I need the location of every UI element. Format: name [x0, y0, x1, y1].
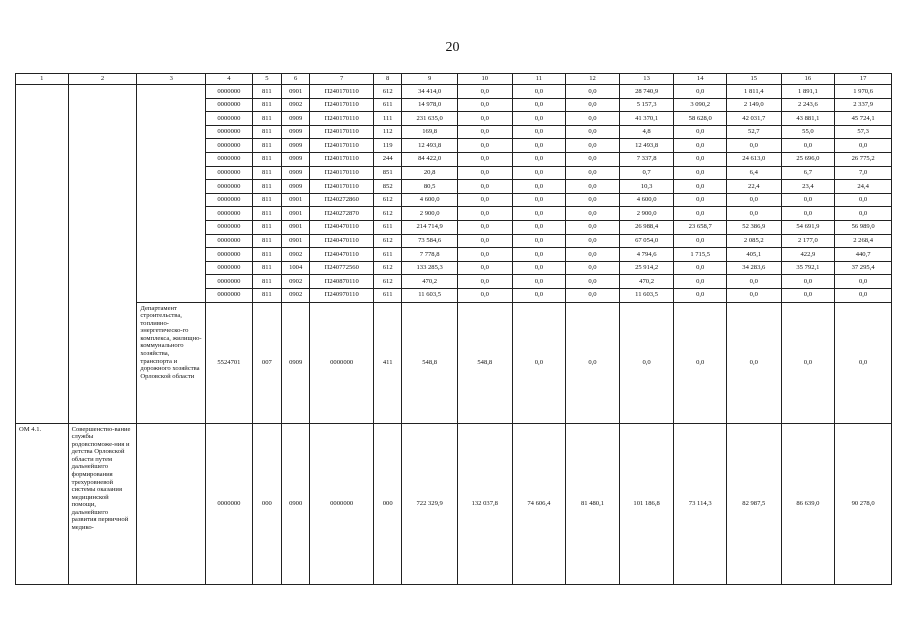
- table-cell: 14 978,0: [402, 98, 458, 112]
- table-cell: 25 696,0: [781, 152, 835, 166]
- table-cell: 73 114,3: [674, 423, 727, 584]
- table-cell: 5 157,3: [619, 98, 674, 112]
- table-cell: 0,0: [512, 166, 566, 180]
- table-cell: 24,4: [835, 180, 892, 194]
- column-header: 15: [727, 74, 782, 85]
- table-cell: 0,0: [727, 288, 782, 302]
- table-cell: 0902: [282, 288, 310, 302]
- table-cell: 0909: [282, 112, 310, 126]
- table-cell: 0,0: [674, 193, 727, 207]
- table-cell: 35 792,1: [781, 261, 835, 275]
- table-cell: 12 493,8: [402, 139, 458, 153]
- table-cell: 55,0: [781, 125, 835, 139]
- table-cell: 2 900,0: [402, 207, 458, 221]
- table-cell: 119: [374, 139, 402, 153]
- table-cell: 111: [374, 112, 402, 126]
- table-cell: П240170110: [310, 139, 374, 153]
- table-cell: П240772560: [310, 261, 374, 275]
- table-cell: 2 085,2: [727, 234, 782, 248]
- column-header: 9: [402, 74, 458, 85]
- table-cell: 0,0: [512, 125, 566, 139]
- table-cell: 0000000: [206, 193, 253, 207]
- table-cell: 0909: [282, 152, 310, 166]
- table-cell: 0,0: [781, 139, 835, 153]
- table-cell: 0,0: [457, 234, 512, 248]
- table-cell: 0,0: [566, 139, 620, 153]
- table-cell: 7 337,8: [619, 152, 674, 166]
- table-cell: 11 603,5: [619, 288, 674, 302]
- table-cell: 0,0: [512, 112, 566, 126]
- table-cell: 7 778,8: [402, 248, 458, 262]
- department-row: [16, 302, 892, 423]
- table-cell: 0,0: [674, 288, 727, 302]
- table-cell: 0,0: [457, 207, 512, 221]
- table-cell: 0,0: [457, 248, 512, 262]
- table-cell: 26 988,4: [619, 220, 674, 234]
- table-cell: 0901: [282, 234, 310, 248]
- table-cell: 112: [374, 125, 402, 139]
- table-cell: 41 370,1: [619, 112, 674, 126]
- table-cell: 811: [252, 166, 281, 180]
- table-cell: 0,0: [674, 302, 727, 423]
- table-cell: 0909: [282, 139, 310, 153]
- table-cell: 0,0: [512, 261, 566, 275]
- column-header: 6: [282, 74, 310, 85]
- table-cell: 0,0: [457, 180, 512, 194]
- table-cell: 1 715,5: [674, 248, 727, 262]
- table-cell: 90 278,0: [835, 423, 892, 584]
- table-cell: 25 914,2: [619, 261, 674, 275]
- table-cell: 0,0: [566, 234, 620, 248]
- table-cell: П240470110: [310, 248, 374, 262]
- activity-code: ОМ 4.1.: [16, 423, 69, 584]
- table-cell: 2 337,9: [835, 98, 892, 112]
- table-cell: 73 584,6: [402, 234, 458, 248]
- table-cell: 611: [374, 98, 402, 112]
- table-cell: 0,0: [566, 180, 620, 194]
- table-cell: 0,0: [674, 166, 727, 180]
- table-cell: 0,0: [457, 112, 512, 126]
- table-cell: П240470110: [310, 234, 374, 248]
- table-cell: 0,0: [781, 193, 835, 207]
- table-cell: 0000000: [206, 220, 253, 234]
- table-cell: 84 422,0: [402, 152, 458, 166]
- column-header: 8: [374, 74, 402, 85]
- table-cell: 000: [374, 423, 402, 584]
- table-cell: 852: [374, 180, 402, 194]
- table-cell: 0000000: [206, 234, 253, 248]
- table-cell: 6,4: [727, 166, 782, 180]
- table-cell: 811: [252, 85, 281, 99]
- table-cell: 54 691,9: [781, 220, 835, 234]
- table-cell: 0000000: [310, 423, 374, 584]
- table-cell: 57,3: [835, 125, 892, 139]
- table-cell: 1 811,4: [727, 85, 782, 99]
- table-cell: 86 639,0: [781, 423, 835, 584]
- table-cell: 0,0: [566, 98, 620, 112]
- budget-table: [15, 73, 892, 585]
- table-cell: 0,0: [512, 288, 566, 302]
- table-cell: 0,0: [457, 275, 512, 289]
- table-cell: 0,0: [512, 152, 566, 166]
- table-cell: П240170110: [310, 125, 374, 139]
- table-cell: 0,0: [457, 193, 512, 207]
- table-cell: 811: [252, 275, 281, 289]
- column-header: 14: [674, 74, 727, 85]
- table-cell: 0,0: [566, 288, 620, 302]
- table-cell: 0000000: [206, 261, 253, 275]
- table-cell: 811: [252, 234, 281, 248]
- table-cell: 26 775,2: [835, 152, 892, 166]
- table-cell: 611: [374, 248, 402, 262]
- table-cell: 0000000: [206, 139, 253, 153]
- table-cell: 548,8: [402, 302, 458, 423]
- table-cell: 0,0: [512, 234, 566, 248]
- column-header: 7: [310, 74, 374, 85]
- table-cell: 0,0: [512, 275, 566, 289]
- table-cell: 34 414,0: [402, 85, 458, 99]
- table-cell: 0,0: [566, 248, 620, 262]
- merged-empty-cell: [68, 85, 137, 424]
- table-cell: 611: [374, 288, 402, 302]
- table-cell: 0,0: [566, 302, 620, 423]
- table-cell: 0909: [282, 125, 310, 139]
- table-cell: 0,0: [457, 139, 512, 153]
- table-cell: 612: [374, 207, 402, 221]
- table-cell: 0,0: [727, 139, 782, 153]
- table-cell: 0909: [282, 180, 310, 194]
- table-cell: 0000000: [206, 423, 253, 584]
- table-cell: 0,0: [781, 275, 835, 289]
- table-cell: 0,0: [512, 139, 566, 153]
- table-cell: 0,0: [566, 152, 620, 166]
- table-cell: 0,0: [835, 302, 892, 423]
- table-cell: 612: [374, 193, 402, 207]
- table-cell: 0,0: [457, 152, 512, 166]
- page-number: 20: [445, 40, 460, 55]
- table-cell: 7,0: [835, 166, 892, 180]
- table-cell: 811: [252, 98, 281, 112]
- table-cell: 10,3: [619, 180, 674, 194]
- table-cell: 811: [252, 112, 281, 126]
- table-cell: П240170110: [310, 180, 374, 194]
- table-cell: 2 177,0: [781, 234, 835, 248]
- table-cell: 0,0: [674, 261, 727, 275]
- table-cell: 0000000: [206, 125, 253, 139]
- table-cell: П240970110: [310, 288, 374, 302]
- table-cell: 0,0: [566, 125, 620, 139]
- table-cell: 0,0: [512, 207, 566, 221]
- table-cell: П240170110: [310, 112, 374, 126]
- table-cell: 612: [374, 275, 402, 289]
- table-cell: 0902: [282, 275, 310, 289]
- table-cell: 0901: [282, 85, 310, 99]
- table-cell: 80,5: [402, 180, 458, 194]
- table-cell: 0,0: [457, 288, 512, 302]
- column-header: 12: [566, 74, 620, 85]
- table-cell: 0,0: [566, 261, 620, 275]
- table-cell: 440,7: [835, 248, 892, 262]
- table-cell: 45 724,1: [835, 112, 892, 126]
- table-cell: 0,0: [781, 288, 835, 302]
- table-cell: 0000000: [206, 207, 253, 221]
- table-cell: 1 970,6: [835, 85, 892, 99]
- table-body: [16, 74, 892, 585]
- table-cell: 43 881,1: [781, 112, 835, 126]
- table-cell: 0,0: [566, 85, 620, 99]
- table-cell: 611: [374, 220, 402, 234]
- table-cell: 101 186,8: [619, 423, 674, 584]
- table-cell: 722 329,9: [402, 423, 458, 584]
- table-cell: 0,0: [674, 152, 727, 166]
- table-cell: 20,8: [402, 166, 458, 180]
- table-cell: 0,0: [781, 302, 835, 423]
- table-cell: 007: [252, 302, 281, 423]
- table-cell: 0,0: [674, 125, 727, 139]
- table-cell: 0900: [282, 423, 310, 584]
- table-cell: 56 989,0: [835, 220, 892, 234]
- table-cell: 811: [252, 288, 281, 302]
- column-header: 2: [68, 74, 137, 85]
- table-cell: 0901: [282, 193, 310, 207]
- table-cell: 0,0: [566, 220, 620, 234]
- table-cell: 0,0: [835, 207, 892, 221]
- table-cell: 231 635,0: [402, 112, 458, 126]
- table-cell: 169,8: [402, 125, 458, 139]
- table-cell: 2 243,6: [781, 98, 835, 112]
- column-header: 11: [512, 74, 566, 85]
- column-header: 13: [619, 74, 674, 85]
- table-cell: П240870110: [310, 275, 374, 289]
- table-cell: 12 493,8: [619, 139, 674, 153]
- table-cell: 0000000: [206, 152, 253, 166]
- table-cell: 811: [252, 152, 281, 166]
- table-cell: 82 987,5: [727, 423, 782, 584]
- table-cell: 811: [252, 193, 281, 207]
- table-cell: 0,0: [566, 166, 620, 180]
- table-cell: 24 613,0: [727, 152, 782, 166]
- table-cell: 2 149,0: [727, 98, 782, 112]
- table-cell: 37 295,4: [835, 261, 892, 275]
- table-cell: 612: [374, 85, 402, 99]
- table-cell: 0,0: [727, 275, 782, 289]
- table-cell: 4 600,0: [402, 193, 458, 207]
- table-cell: 34 283,6: [727, 261, 782, 275]
- table-cell: 132 037,8: [457, 423, 512, 584]
- table-cell: 0909: [282, 302, 310, 423]
- table-cell: 0,0: [674, 234, 727, 248]
- table-cell: 811: [252, 261, 281, 275]
- table-cell: 0000000: [310, 302, 374, 423]
- table-cell: 5524701: [206, 302, 253, 423]
- table-cell: 0,0: [835, 193, 892, 207]
- table-cell: П240170110: [310, 166, 374, 180]
- table-cell: 4,8: [619, 125, 674, 139]
- table-cell: 2 900,0: [619, 207, 674, 221]
- table-cell: 0,0: [619, 302, 674, 423]
- table-cell: 214 714,9: [402, 220, 458, 234]
- column-header: 3: [137, 74, 206, 85]
- table-cell: 42 031,7: [727, 112, 782, 126]
- table-cell: 811: [252, 180, 281, 194]
- table-cell: 0,0: [512, 98, 566, 112]
- table-cell: 244: [374, 152, 402, 166]
- table-cell: 851: [374, 166, 402, 180]
- table-cell: 0000000: [206, 85, 253, 99]
- table-cell: 0,0: [566, 112, 620, 126]
- table-cell: 0,0: [566, 193, 620, 207]
- table-cell: П240272860: [310, 193, 374, 207]
- table-cell: 0,0: [512, 302, 566, 423]
- table-cell: 0,0: [674, 207, 727, 221]
- table-cell: 0,0: [512, 180, 566, 194]
- table-cell: 0000000: [206, 112, 253, 126]
- column-header: 16: [781, 74, 835, 85]
- table-cell: 548,8: [457, 302, 512, 423]
- table-cell: 1004: [282, 261, 310, 275]
- table-cell: 133 285,3: [402, 261, 458, 275]
- table-cell: 0909: [282, 166, 310, 180]
- table-cell: 0,0: [512, 85, 566, 99]
- column-header: 17: [835, 74, 892, 85]
- table-cell: 411: [374, 302, 402, 423]
- table-cell: 0,7: [619, 166, 674, 180]
- table-cell: П240470110: [310, 220, 374, 234]
- column-header: 4: [206, 74, 253, 85]
- table-cell: 74 606,4: [512, 423, 566, 584]
- table-cell: 3 090,2: [674, 98, 727, 112]
- table-cell: 0,0: [457, 125, 512, 139]
- table-cell: 28 740,9: [619, 85, 674, 99]
- table-cell: 612: [374, 234, 402, 248]
- column-header: 5: [252, 74, 281, 85]
- table-cell: 0000000: [206, 98, 253, 112]
- table-cell: 0000000: [206, 248, 253, 262]
- table-cell: 0,0: [457, 85, 512, 99]
- table-cell: П240170110: [310, 98, 374, 112]
- table-cell: П240170110: [310, 85, 374, 99]
- table-cell: 0,0: [566, 207, 620, 221]
- table-cell: 0,0: [674, 139, 727, 153]
- table-cell: 0,0: [566, 275, 620, 289]
- table-cell: 0902: [282, 98, 310, 112]
- table-cell: 811: [252, 207, 281, 221]
- table-cell: 0901: [282, 207, 310, 221]
- table-cell: 811: [252, 125, 281, 139]
- table-cell: 405,1: [727, 248, 782, 262]
- table-cell: 0,0: [457, 98, 512, 112]
- table-row: [16, 85, 892, 99]
- table-cell: 22,4: [727, 180, 782, 194]
- table-cell: 4 794,6: [619, 248, 674, 262]
- table-cell: 0,0: [674, 275, 727, 289]
- table-cell: 4 600,0: [619, 193, 674, 207]
- table-cell: 81 480,1: [566, 423, 620, 584]
- table-cell: 0,0: [727, 207, 782, 221]
- table-cell: 0000000: [206, 288, 253, 302]
- table-cell: 52 386,9: [727, 220, 782, 234]
- table-cell: 0,0: [835, 139, 892, 153]
- table-cell: 0000000: [206, 275, 253, 289]
- activity-name: Совершенство-вание службы родовспоможе-ния и детства Орловской области путем дальнейшего формирования трехуровневой системы оказания медицинской помощи, дальнейшего развития первичной медико-: [68, 423, 137, 584]
- table-cell: 422,9: [781, 248, 835, 262]
- table-cell: 2 268,4: [835, 234, 892, 248]
- table-cell: 23,4: [781, 180, 835, 194]
- empty-cell: [137, 423, 206, 584]
- merged-empty-cell: [137, 85, 206, 303]
- table-cell: 0,0: [835, 288, 892, 302]
- table-cell: 0,0: [674, 180, 727, 194]
- table-cell: 0,0: [512, 220, 566, 234]
- table-cell: 0,0: [512, 248, 566, 262]
- table-cell: 811: [252, 220, 281, 234]
- table-cell: 52,7: [727, 125, 782, 139]
- table-cell: 811: [252, 248, 281, 262]
- table-cell: 0,0: [512, 193, 566, 207]
- column-header: 10: [457, 74, 512, 85]
- table-cell: П240170110: [310, 152, 374, 166]
- table-cell: 612: [374, 261, 402, 275]
- table-cell: 0,0: [674, 85, 727, 99]
- table-cell: П240272870: [310, 207, 374, 221]
- department-name: Департамент строительства, топливно-энергетическо-го комплекса, жилищно-коммунального хозяйства, транспорта и дорожного хозяйства Орловской области: [137, 302, 206, 423]
- table-cell: 0,0: [457, 220, 512, 234]
- column-number-row: [16, 74, 892, 85]
- table-cell: 23 658,7: [674, 220, 727, 234]
- table-cell: 0901: [282, 220, 310, 234]
- table-cell: 6,7: [781, 166, 835, 180]
- table-cell: 11 603,5: [402, 288, 458, 302]
- merged-empty-cell: [16, 85, 69, 424]
- table-cell: 0,0: [727, 193, 782, 207]
- table-cell: 0,0: [727, 302, 782, 423]
- table-cell: 1 891,1: [781, 85, 835, 99]
- column-header: 1: [16, 74, 69, 85]
- table-cell: 470,2: [619, 275, 674, 289]
- table-cell: 470,2: [402, 275, 458, 289]
- table-cell: 0902: [282, 248, 310, 262]
- table-cell: 811: [252, 139, 281, 153]
- main-activity-row: [16, 423, 892, 584]
- table-cell: 0,0: [457, 261, 512, 275]
- table-cell: 000: [252, 423, 281, 584]
- table-cell: 0,0: [457, 166, 512, 180]
- table-cell: 58 628,0: [674, 112, 727, 126]
- table-cell: 0000000: [206, 166, 253, 180]
- table-cell: 0000000: [206, 180, 253, 194]
- table-cell: 67 054,0: [619, 234, 674, 248]
- table-cell: 0,0: [835, 275, 892, 289]
- table-cell: 0,0: [781, 207, 835, 221]
